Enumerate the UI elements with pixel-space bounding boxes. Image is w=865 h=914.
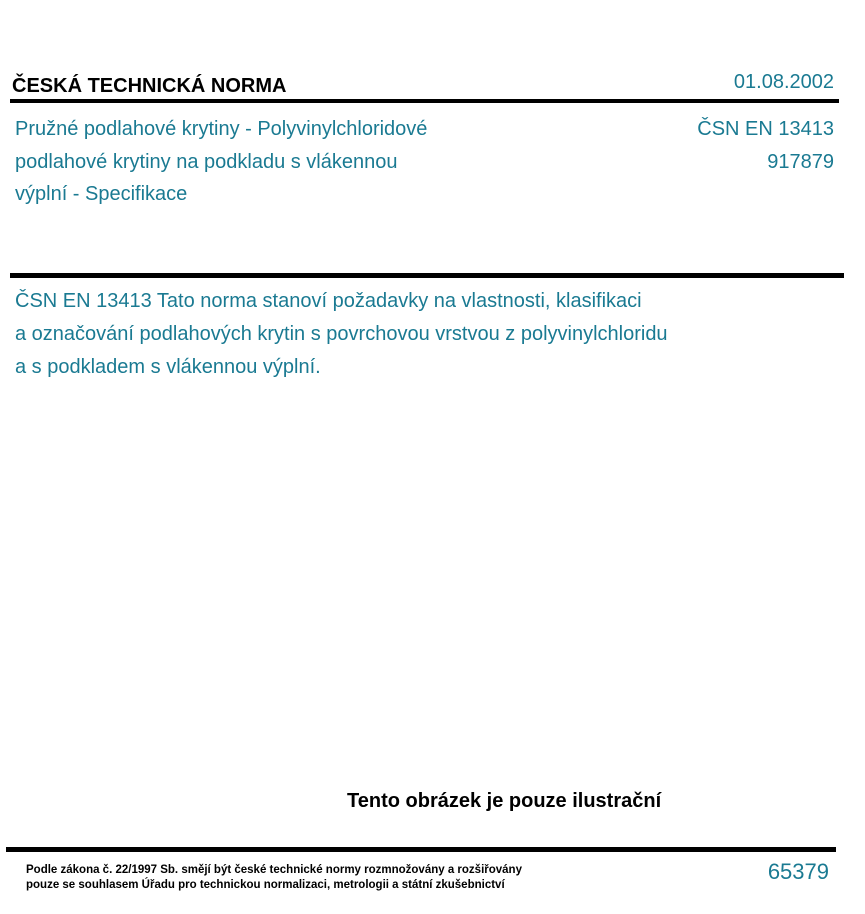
abstract-line: a označování podlahových krytin s povrchovou vrstvou z polyvinylchloridu [15, 323, 668, 345]
abstract-line: ČSN EN 13413 Tato norma stanoví požadavky na vlastnosti, klasifikaci [15, 290, 642, 312]
standard-title [15, 113, 485, 211]
standard-type-label: ČESKÁ TECHNICKÁ NORMA [12, 75, 287, 97]
standard-identifiers [697, 113, 834, 178]
legal-notice [26, 863, 522, 893]
legal-line: pouze se souhlasem Úřadu pro technickou normalizaci, metrologii a státní zkušebnictví [26, 879, 505, 891]
document-number: 65379 [767, 859, 829, 884]
title-line: výplní - Specifikace [15, 183, 188, 205]
title-line: Pružné podlahové krytiny - Polyvinylchloridové [15, 118, 428, 140]
abstract-line: a s podkladem s vlákennou výplní. [15, 356, 321, 378]
footer-divider [6, 847, 836, 852]
publication-date: 01.08.2002 [733, 71, 834, 93]
section-divider [10, 273, 844, 278]
standard-code: ČSN EN 13413 [697, 118, 834, 140]
header-divider [10, 99, 839, 103]
abstract-text [15, 285, 775, 384]
illustration-note: Tento obrázek je pouze ilustrační [347, 790, 662, 812]
legal-line: Podle zákona č. 22/1997 Sb. smějí být české technické normy rozmnožovány a rozšiřovány [26, 864, 522, 876]
title-line: podlahové krytiny na podkladu s vlákennou [15, 150, 398, 173]
classification-number: 917879 [767, 150, 834, 173]
